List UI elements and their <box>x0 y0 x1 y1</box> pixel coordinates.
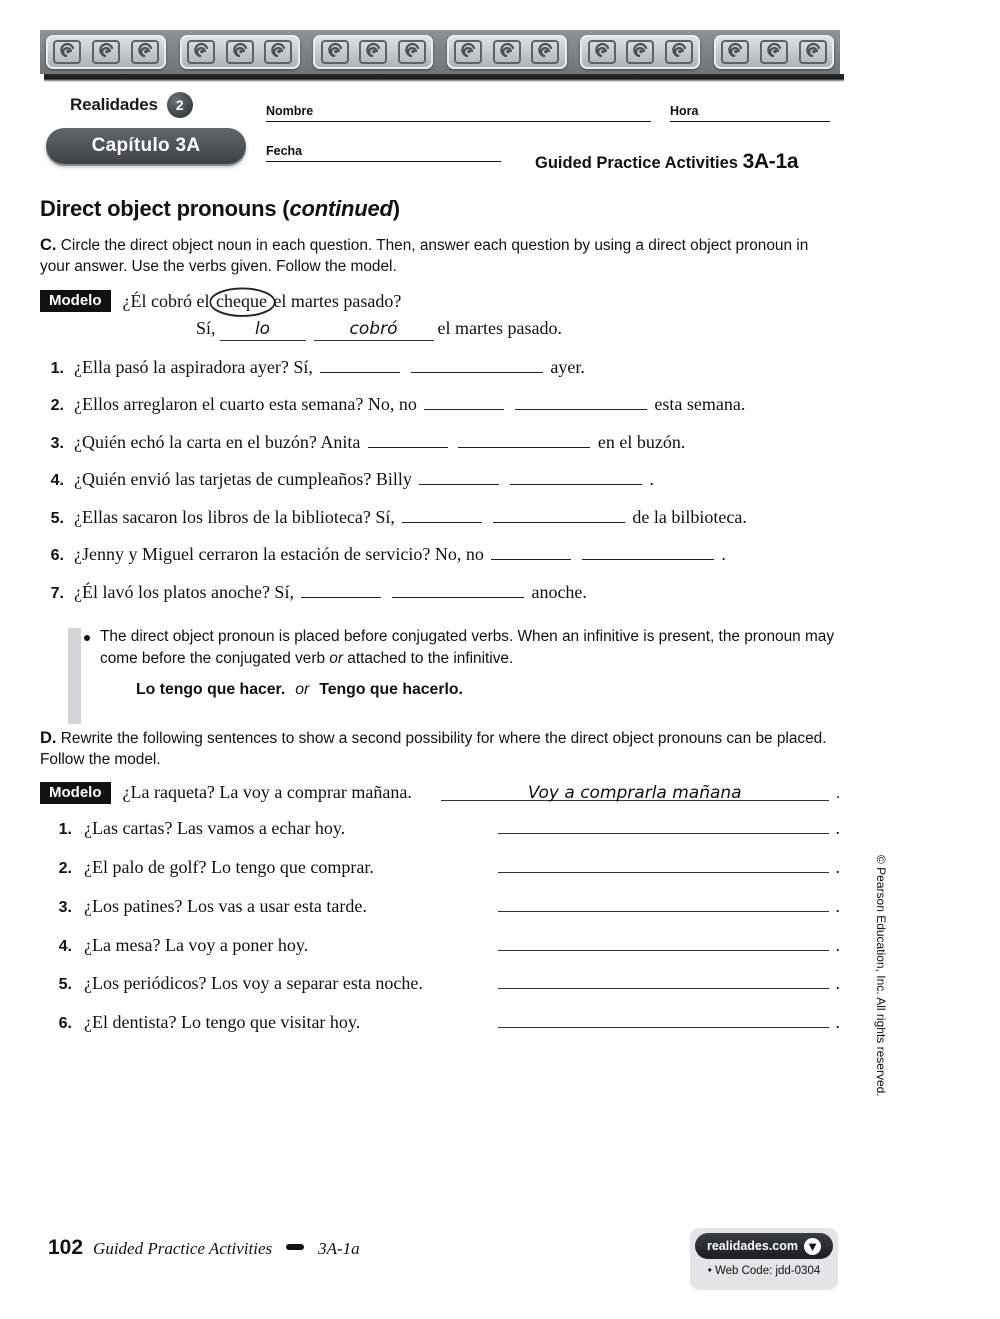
item-number: 2. <box>50 397 64 415</box>
brand-row <box>70 92 193 118</box>
activity-title <box>535 150 798 174</box>
worksheet-body <box>40 196 840 1047</box>
answer-blank-verb[interactable] <box>458 430 590 448</box>
answer-blank-verb[interactable] <box>411 355 543 373</box>
page-title-close: ) <box>392 196 400 221</box>
item-prompt: ¿Quién envió las tarjetas de cumpleaños? Billy <box>74 469 412 490</box>
note-text-2: attached to the infinitive. <box>342 649 514 667</box>
item-text: ¿La mesa? La voy a poner hoy. <box>84 934 309 955</box>
spiral-glyph-icon <box>52 39 82 65</box>
item-prompt: ¿Ellas sacaron los libros de la biblioteca? Sí, <box>74 506 395 527</box>
section-d-modelo <box>40 782 840 804</box>
item-prompt: ¿Jenny y Miguel cerraron la estación de servicio? No, no <box>74 544 484 565</box>
item-prompt: ¿Quién echó la carta en el buzón? Anita <box>74 431 361 452</box>
spiral-glyph-icon <box>320 39 350 65</box>
answer-period: . <box>835 856 840 877</box>
band-tile <box>447 35 567 69</box>
modelo-q-before: ¿Él cobró el <box>122 290 214 311</box>
item-number: 6. <box>58 1015 72 1033</box>
answer-blank-verb[interactable] <box>582 542 714 560</box>
item-number: 3. <box>58 898 72 916</box>
spiral-glyph-icon <box>798 39 828 65</box>
item-text <box>74 580 840 604</box>
section-c-letter: C. <box>40 236 57 254</box>
list-item <box>40 970 840 995</box>
band-strip <box>40 30 840 74</box>
note-example-2: Tengo que hacerlo. <box>319 680 463 698</box>
note-bullet-icon <box>84 635 90 641</box>
spiral-glyph-icon <box>453 39 483 65</box>
item-text <box>74 542 840 566</box>
item-number: 1. <box>58 821 72 839</box>
list-item <box>40 853 840 878</box>
answer-line <box>498 853 840 878</box>
answer-blank-verb[interactable] <box>515 392 647 410</box>
band-tile <box>46 35 166 69</box>
note-accent-bar <box>68 628 81 724</box>
band-tile <box>580 35 700 69</box>
footer-title: Guided Practice Activities <box>93 1239 273 1258</box>
item-text: ¿Los periódicos? Los voy a separar esta noche. <box>84 973 423 994</box>
volume-badge: 2 <box>167 92 193 118</box>
modelo-answer-lead: Sí, <box>196 317 216 338</box>
modelo-question-d: ¿La raqueta? La voy a comprar mañana. <box>122 782 412 803</box>
modelo-answer-tail: el martes pasado. <box>437 317 562 338</box>
page-title <box>40 196 840 222</box>
item-tail: . <box>649 469 654 490</box>
web-code-text: • Web Code: jdd-0304 <box>707 1265 821 1277</box>
answer-period: . <box>835 934 840 955</box>
answer-blank-verb[interactable] <box>493 505 625 523</box>
modelo-q-after: el martes pasado? <box>268 290 402 311</box>
page-footer <box>48 1236 360 1260</box>
item-text <box>74 467 840 491</box>
fecha-rule[interactable] <box>266 161 501 162</box>
page-title-main: Direct object pronouns ( <box>40 196 290 221</box>
item-tail: de la bilbioteca. <box>632 506 747 527</box>
answer-blank-pronoun[interactable] <box>491 542 571 560</box>
section-d <box>40 727 840 1033</box>
answer-blank-pronoun[interactable] <box>301 580 381 598</box>
answer-line <box>498 814 840 839</box>
footer-code: 3A-1a <box>318 1239 360 1258</box>
activity-code: 3A-1a <box>742 150 799 173</box>
item-tail: ayer. <box>550 356 585 377</box>
spiral-glyph-icon <box>397 39 427 65</box>
item-text: ¿El palo de golf? Lo tengo que comprar. <box>84 856 374 877</box>
list-item <box>40 580 840 604</box>
item-number: 7. <box>50 584 64 602</box>
list-item <box>40 1008 840 1033</box>
answer-blank-verb[interactable] <box>392 580 524 598</box>
item-number: 2. <box>58 859 72 877</box>
item-tail: esta semana. <box>654 394 746 415</box>
answer-line <box>498 970 840 995</box>
list-item <box>40 392 840 416</box>
answer-blank-pronoun[interactable] <box>424 392 504 410</box>
list-item <box>40 892 840 917</box>
spiral-glyph-icon <box>625 39 655 65</box>
answer-period: . <box>835 818 840 839</box>
item-tail: en el buzón. <box>597 431 686 452</box>
chevron-down-icon: ▼ <box>804 1238 821 1255</box>
list-item <box>40 505 840 529</box>
item-text <box>74 430 840 454</box>
section-c-question-list <box>40 355 840 604</box>
answer-line <box>498 892 840 917</box>
answer-blank[interactable] <box>498 1008 829 1028</box>
band-tile <box>180 35 300 69</box>
item-prompt: ¿Ella pasó la aspiradora ayer? Sí, <box>74 356 313 377</box>
answer-blank[interactable] <box>498 853 829 873</box>
spiral-glyph-icon <box>358 39 388 65</box>
item-number: 5. <box>58 976 72 994</box>
answer-line <box>498 1008 840 1033</box>
list-item <box>40 814 840 839</box>
item-tail: . <box>721 544 726 565</box>
answer-period: . <box>835 1012 840 1033</box>
realidades-site-pill[interactable] <box>695 1233 833 1259</box>
spiral-glyph-icon <box>587 39 617 65</box>
modelo-question-c <box>123 290 402 313</box>
list-item <box>40 542 840 566</box>
band-tile <box>313 35 433 69</box>
answer-period: . <box>835 895 840 916</box>
item-text <box>74 505 840 529</box>
answer-blank-pronoun[interactable] <box>368 430 448 448</box>
spiral-glyph-icon <box>530 39 560 65</box>
spiral-glyph-icon <box>91 39 121 65</box>
spiral-glyph-icon <box>664 39 694 65</box>
item-number: 4. <box>58 937 72 955</box>
note-text-1: The direct object pronoun is placed before conjugated verbs. When an infinitive is present, the pronoun may come before the conjugated verb <box>100 628 835 667</box>
modelo-answer-d-text: Voy a comprarla mañana <box>527 783 742 804</box>
hora-field[interactable] <box>670 104 830 122</box>
modelo-answer-blank-1[interactable]: lo <box>220 319 306 341</box>
footer-dash-icon <box>286 1244 304 1250</box>
section-c-modelo <box>40 290 840 313</box>
item-prompt: ¿Él lavó los platos anoche? Sí, <box>74 581 294 602</box>
circled-direct-object <box>214 290 269 313</box>
list-item <box>40 430 840 454</box>
item-tail: anoche. <box>531 581 587 602</box>
modelo-tag-c: Modelo <box>40 290 111 312</box>
section-d-instructions <box>40 727 840 771</box>
answer-line <box>498 931 840 956</box>
web-code-badge[interactable] <box>690 1228 838 1290</box>
spiral-glyph-icon <box>263 39 293 65</box>
item-text <box>74 392 840 416</box>
hora-label: Hora <box>670 104 699 118</box>
item-text: ¿Los patines? Los vas a usar esta tarde. <box>84 895 367 916</box>
realidades-site-label: realidades.com <box>706 1239 798 1253</box>
answer-blank-pronoun[interactable] <box>419 467 499 485</box>
answer-blank-pronoun[interactable] <box>320 355 400 373</box>
list-item <box>40 931 840 956</box>
modelo-answer-d-period: . <box>836 785 840 803</box>
item-number: 6. <box>50 547 64 565</box>
answer-blank[interactable] <box>498 931 829 951</box>
modelo-answer-d-rule[interactable] <box>441 783 830 804</box>
item-number: 5. <box>50 509 64 527</box>
page-number: 102 <box>48 1236 84 1259</box>
note-example-1: Lo tengo que hacer. <box>136 680 286 698</box>
section-c-instructions <box>40 234 840 278</box>
modelo-answer-c <box>196 318 840 341</box>
answer-blank[interactable] <box>498 970 829 990</box>
item-number: 4. <box>50 472 64 490</box>
spiral-glyph-icon <box>186 39 216 65</box>
hora-rule[interactable] <box>670 121 830 122</box>
activity-title-text: Guided Practice Activities <box>535 154 738 172</box>
page-title-continued: continued <box>289 196 393 221</box>
section-c-instruction-text: Circle the direct object noun in each question. Then, answer each question by using a direct object pronoun in your answer. Use the verbs given. Follow the model. <box>40 237 809 275</box>
modelo-answer-d <box>441 783 841 803</box>
fecha-field[interactable] <box>266 144 501 162</box>
fecha-label: Fecha <box>266 144 303 158</box>
decorative-header-band <box>40 30 840 82</box>
band-tile <box>714 35 834 69</box>
note-text <box>100 626 840 669</box>
answer-blank-pronoun[interactable] <box>402 505 482 523</box>
section-d-instruction-text: Rewrite the following sentences to show a second possibility for where the direct object pronouns can be placed. Follow the model. <box>40 729 827 768</box>
circled-word-text: cheque <box>215 290 267 311</box>
chapter-pill: Capítulo 3A <box>46 128 246 164</box>
item-text: ¿El dentista? Lo tengo que visitar hoy. <box>84 1012 361 1033</box>
nombre-label: Nombre <box>266 104 314 118</box>
spiral-glyph-icon <box>225 39 255 65</box>
list-item <box>40 467 840 491</box>
spiral-glyph-icon <box>492 39 522 65</box>
spiral-glyph-icon <box>759 39 789 65</box>
item-text: ¿Las cartas? Las vamos a echar hoy. <box>84 818 346 839</box>
modelo-answer-blank-2[interactable]: cobró <box>314 319 434 341</box>
item-number: 3. <box>50 434 64 452</box>
note-example-or: or <box>295 680 310 698</box>
answer-blank[interactable] <box>498 814 829 834</box>
modelo-tag-d: Modelo <box>40 782 111 804</box>
item-text <box>74 355 840 379</box>
list-item <box>40 355 840 379</box>
section-d-letter: D. <box>40 728 57 747</box>
circle-annotation-icon <box>209 286 276 318</box>
nombre-rule[interactable] <box>266 121 651 122</box>
nombre-field[interactable] <box>266 104 651 122</box>
band-shadow <box>44 74 844 82</box>
answer-period: . <box>835 973 840 994</box>
brand-name: Realidades <box>70 95 158 114</box>
answer-blank-verb[interactable] <box>510 467 642 485</box>
worksheet-header <box>40 92 960 182</box>
note-examples <box>136 681 840 699</box>
answer-blank[interactable] <box>498 892 829 912</box>
grammar-note-box <box>68 626 840 699</box>
section-d-question-list <box>40 814 840 1033</box>
item-number: 1. <box>50 359 64 377</box>
note-text-or: or <box>329 649 343 667</box>
copyright-notice: © Pearson Education, Inc. All rights reserved. <box>874 855 888 1097</box>
item-prompt: ¿Ellos arreglaron el cuarto esta semana? No, no <box>74 394 417 415</box>
spiral-glyph-icon <box>720 39 750 65</box>
spiral-glyph-icon <box>130 39 160 65</box>
